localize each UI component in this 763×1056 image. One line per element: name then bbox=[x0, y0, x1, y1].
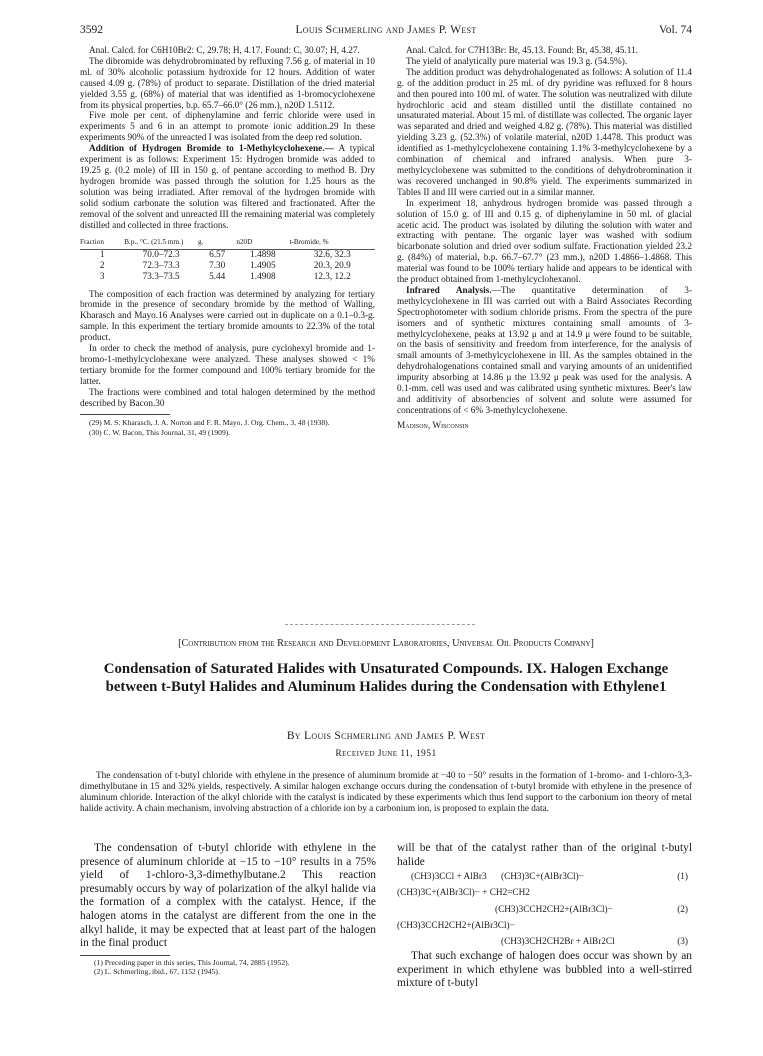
equation-row bbox=[397, 918, 692, 934]
equation-number: (3) bbox=[677, 936, 688, 947]
table-cell: 1 bbox=[99, 249, 105, 260]
paragraph-text: A typical experiment is as follows: Experiment 15: Hydrogen bromide was added to 19.25 g. (0.2 mole) of III in 150 g. of pentane according to method B. Dry hydrogen bromide was passed through the solution for 1.25 hours as the solution was being irradiated. After removal of the hydrogen bromide with solid sodium carbonate the solution was filtered and fractionated. After the removal of the solvent and unreacted III the remaining material was completely distilled and collected in three fractions. bbox=[80, 144, 375, 231]
table-cell: 1.4908 bbox=[250, 272, 276, 283]
paragraph: The composition of each fraction was determined by analyzing for tertiary bromide in the presence of secondary bromide by the method of Walling, Kharasch and Mayo.16 Analyses were carried out in duplicate on a 0.1–0.3-g. sample. In this experiment the tertiary bromide amounts to 22.3% of the total product. bbox=[80, 289, 375, 344]
paragraph-text: —The quantitative determination of 3-methylcyclohexene in III was carried out with a Baird Associates Recording Spectrophotometer with sodium chloride prisms. From the spectra of the pure isomers and of synthetic mixtures containing small amounts of 3-methylcyclohexene, peaks at 13.92 μ and at 14.9 μ were found to be suitable, on the basis of sensitivity and freedom from interference, for the analysis of small amounts of 3-methylcyclohexene in III. As the samples obtained in the dehydrohalogenations contained small and varying amounts of an unidentified impurity absorbing at 14.86 μ the 13.92 μ peak was used for the analysis. A 0.1-mm. cell was used and was calibrated using synthetic mixtures. Beer's law and additivity of absorbencies of solvent and solute were assumed for concentrations of < 6% 3-methylcyclohexene. bbox=[397, 285, 692, 416]
analysis-paragraph: Anal. Calcd. for C6H10Br2: C, 29.78; H, 4.17. Found: C, 30.07; H, 4.27. bbox=[89, 46, 360, 56]
paragraph: In order to check the method of analysis, pure cyclohexyl bromide and 1-bromo-1-methylcyclohexane were analyzed. These analyses showed < 1% tertiary bromide for the former compound and 100% tertiary bromide for the latter. bbox=[80, 344, 375, 387]
footnote: (29) M. S. Kharasch, J. A. Norton and F. R. Mayo, J. Org. Chem., 3, 48 (1938). bbox=[89, 418, 330, 428]
table-cell: 6.57 bbox=[209, 249, 226, 260]
body-paragraph: That such exchange of halogen does occur was shown by an experiment in which ethylene was bubbled into a well-stirred mixture of t-butyl bbox=[397, 950, 692, 990]
table-cell: 20.3, 20.9 bbox=[313, 261, 351, 272]
section-divider bbox=[285, 624, 475, 625]
page-header bbox=[80, 24, 692, 40]
equation-row bbox=[397, 869, 692, 885]
table-cell: 5.44 bbox=[209, 272, 226, 283]
table-cell: 72.3–73.3 bbox=[142, 261, 180, 272]
equation-block bbox=[397, 869, 692, 950]
table-row bbox=[80, 249, 375, 261]
fraction-table bbox=[80, 238, 375, 283]
volume-label: Vol. 74 bbox=[658, 24, 692, 36]
body-right-column bbox=[397, 842, 692, 991]
equation-row bbox=[397, 902, 692, 918]
paragraph bbox=[397, 286, 692, 417]
equation-number: (1) bbox=[677, 872, 688, 883]
place-signature: Madison, Wisconsin bbox=[397, 420, 469, 431]
left-column bbox=[80, 46, 375, 437]
equation-rhs: (CH3)3CCH2CH2+(AlBr3Cl)− bbox=[495, 904, 613, 915]
equation-lhs: (CH3)3C+(AlBr3Cl)− + CH2=CH2 bbox=[397, 888, 530, 899]
right-column bbox=[397, 46, 692, 432]
equation-lhs: (CH3)3CCl + AlBr3 bbox=[411, 872, 487, 883]
table-cell: 12.3, 12.2 bbox=[313, 272, 351, 283]
table-header-row bbox=[80, 238, 375, 249]
table-cell: 1.4898 bbox=[250, 249, 276, 260]
table-cell: 7.30 bbox=[209, 261, 226, 272]
table-cell: 2 bbox=[99, 261, 105, 272]
paragraph bbox=[80, 144, 375, 231]
table-header: Fraction bbox=[80, 238, 124, 249]
footnote: (2) L. Schmerling, ibid., 67, 1152 (1945). bbox=[94, 966, 220, 976]
table-header: n20D bbox=[236, 238, 289, 249]
contribution-line: [Contribution from the Research and Development Laboratories, Universal Oil Products Company] bbox=[178, 638, 594, 649]
section-heading: Infrared Analysis. bbox=[406, 285, 492, 296]
body-paragraph: The condensation of t-butyl chloride with ethylene in the presence of aluminum chloride at −15 to −10° results in a 75% yield of 1-chloro-3,3-dimethylbutane.2 This reaction presumably occurs by way of polarization of the alkyl halide via the formation of a complex with the catalyst. Hence, if the halogen atoms in the catalyst are different from the one in the alkyl halide, it may be expected that at least part of the halogen in the final product bbox=[80, 842, 376, 950]
footnote: (30) C. W. Bacon, This Journal, 31, 49 (1909). bbox=[89, 427, 231, 437]
equation-number: (2) bbox=[677, 904, 688, 915]
body-left-column bbox=[80, 842, 376, 976]
paragraph: The dibromide was dehydrobrominated by refluxing 7.56 g. of material in 10 ml. of 30% alcoholic potassium hydroxide for 12 hours. Addition of water caused 4.09 g. (78%) of product to separate. Distillation of the dried material yielded 3.55 g. (68%) of material that was identified as 1-bromocyclohexene from its physical properties, b.p. 65.7–66.0° (26 mm.), n20D 1.5112. bbox=[80, 56, 375, 111]
equation-rhs: (CH3)3C+(AlBr3Cl)− bbox=[501, 872, 584, 883]
table-header: g. bbox=[198, 238, 236, 249]
page-number: 3592 bbox=[80, 24, 103, 36]
footnote-rule bbox=[80, 955, 170, 956]
article-title: Condensation of Saturated Halides with Unsaturated Compounds. IX. Halogen Exchange between t-Butyl Halides and Aluminum Halides during the Condensation with Ethylene1 bbox=[103, 661, 669, 695]
table-cell: 73.3–73.5 bbox=[142, 272, 180, 283]
table-header: B.p., °C. (21.5 mm.) bbox=[124, 238, 198, 249]
paragraph: The yield of analytically pure material was 19.3 g. (54.5%). bbox=[406, 56, 628, 67]
table-cell: 1.4905 bbox=[250, 261, 276, 272]
table-cell: 3 bbox=[99, 272, 105, 283]
analysis-paragraph: Anal. Calcd. for C7H13Br: Br, 45.13. Found: Br, 45.38, 45.11. bbox=[406, 46, 638, 56]
table-cell: 70.0–72.3 bbox=[142, 249, 180, 260]
section-heading: Addition of Hydrogen Bromide to 1-Methylcyclohexene.— bbox=[89, 144, 334, 155]
table-header: t-Bromide, % bbox=[289, 238, 375, 249]
equation-row bbox=[397, 934, 692, 950]
table-cell: 32.6, 32.3 bbox=[313, 249, 351, 260]
paragraph: Five mole per cent. of diphenylamine and ferric chloride were used in experiments 5 and 6 in an attempt to promote ionic addition.29 In these experiments 90% of the unreacted I was isolated from the deep red solution. bbox=[80, 111, 375, 144]
table-row bbox=[80, 261, 375, 272]
paragraph: The fractions were combined and total halogen determined by the method described by Bacon.30 bbox=[80, 387, 375, 409]
footnote-rule bbox=[80, 414, 170, 415]
footnote: (1) Preceding paper in this series, This Journal, 74, 2885 (1952). bbox=[94, 957, 290, 967]
equation-lhs: (CH3)3CCH2CH2+(AlBr3Cl)− bbox=[397, 920, 515, 931]
running-title: Louis Schmerling and James P. West bbox=[295, 24, 477, 36]
paragraph: In experiment 18, anhydrous hydrogen bromide was passed through a solution of 15.0 g. of III and 0.15 g. of diphenylamine in 50 ml. of glacial acetic acid. The product was isolated by diluting the solution with water and extracting with pentane. The organic layer was washed with sodium bicarbonate solution and dried over sodium sulfate. Fractionation yielded 23.2 g. (84%) of material, b.p. 66.7–67.7° (23 mm.), n20D 1.4866–1.4868. This material was found to be 100% tertiary halide and appears to be identical with the product obtained from 1-methylcyclohexanol. bbox=[397, 198, 692, 286]
abstract: The condensation of t-butyl chloride with ethylene in the presence of aluminum bromide at −40 to −50° results in the formation of 1-bromo- and 1-chloro-3,3-dimethylbutane in 15 and 32% yields, respectively. A similar halogen exchange occurs during the condensation of t-butyl bromide with ethylene in the presence of aluminum chloride. Interaction of the alkyl chloride with the catalyst is indicated by these experiments which thus lend support to the carbonium ion theory of metal halide activity. A chain mechanism, involving abstraction of a chloride ion by a carbonium ion, is proposed to explain the data. bbox=[80, 771, 692, 814]
received-date: Received June 11, 1951 bbox=[335, 748, 437, 759]
byline: By Louis Schmerling and James P. West bbox=[286, 730, 486, 742]
body-paragraph: will be that of the catalyst rather than of the original t-butyl halide bbox=[397, 842, 692, 868]
table-row bbox=[80, 272, 375, 283]
equation-row bbox=[397, 885, 692, 901]
equation-rhs: (CH3)3CH2CH2Br + AlBr2Cl bbox=[501, 936, 615, 947]
paragraph: The addition product was dehydrohalogenated as follows: A solution of 11.4 g. of the addition product in 25 ml. of dry pyridine was refluxed for 8 hours and then poured into 100 ml. of water. The solution was neutralized with dilute hydrochloric acid and steam distilled until the distillate contained no unsaturated material. About 15 ml. of distillate was collected. The organic layer was separated and dried and weighed 4.82 g. (78%). This material was distilled yielding 3.23 g. (52.3%) of volatile material, n20D 1.4478. This product was identified as 1-methylcyclohexene containing 1.1% 3-methylcyclohexene by a combination of chemical and infrared analysis. When pure 3-methylcyclohexene was submitted to the conditions of dehydrobromination it was recovered unchanged in 90.8% yield. The experiments summarized in Tables II and III were carried out in a similar manner. bbox=[397, 67, 692, 198]
